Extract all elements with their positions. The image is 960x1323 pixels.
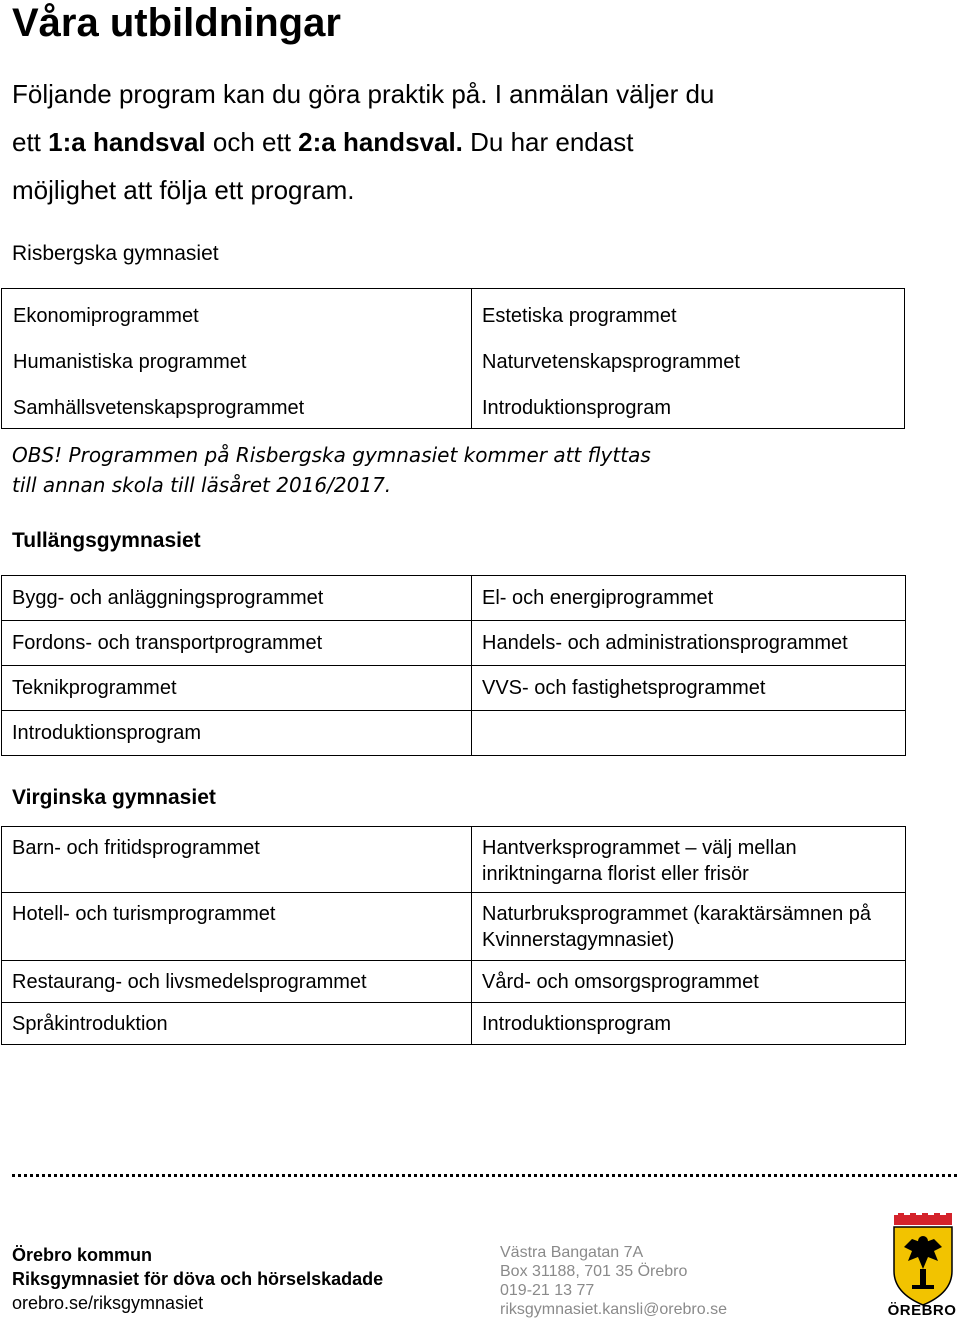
- table-row: [2, 827, 906, 893]
- page-title: Våra utbildningar: [12, 1, 341, 45]
- program-cell: Bygg- och anläggningsprogrammet: [2, 576, 472, 621]
- school-heading-risbergska: Risbergska gymnasiet: [12, 242, 219, 265]
- footer-divider: [12, 1174, 957, 1177]
- table-row: [2, 666, 906, 711]
- program-item: Humanistiska programmet: [13, 351, 247, 373]
- program-cell: Barn- och fritidsprogrammet: [2, 827, 472, 893]
- footer-org: Örebro kommun: [12, 1245, 153, 1265]
- program-item: Naturvetenskapsprogrammet: [482, 351, 740, 373]
- program-table-virginska: [1, 826, 906, 1045]
- footer-phone: 019-21 13 77: [500, 1282, 595, 1299]
- footer-address: Västra Bangatan 7A: [500, 1244, 644, 1261]
- program-table-risbergska: [1, 288, 905, 429]
- program-cell: Fordons- och transportprogrammet: [2, 621, 472, 666]
- program-column-left: [13, 293, 304, 431]
- program-cell: El- och energiprogrammet: [472, 576, 906, 621]
- table-row: [2, 893, 906, 961]
- table-divider: [471, 289, 472, 428]
- intro-text-2: och ett: [205, 127, 299, 157]
- program-cell: Introduktionsprogram: [472, 1003, 906, 1045]
- program-cell: Vård- och omsorgsprogrammet: [472, 961, 906, 1003]
- program-cell: Handels- och administrationsprogrammet: [472, 621, 906, 666]
- program-table-tullang: [1, 575, 906, 756]
- table-row: [2, 576, 906, 621]
- school-heading-tullang: Tullängsgymnasiet: [12, 529, 201, 552]
- table-row: [2, 961, 906, 1003]
- footer-web-link[interactable]: orebro.se/riksgymnasiet: [12, 1293, 204, 1313]
- table-row: [2, 711, 906, 756]
- program-cell: Hantverksprogrammet – välj mellan inriktningarna florist eller frisör: [472, 827, 906, 893]
- program-item: Ekonomiprogrammet: [13, 305, 199, 327]
- intro-text-3: Du har endast möjlighet att följa ett program.: [12, 127, 634, 205]
- program-item: Introduktionsprogram: [482, 397, 671, 419]
- program-column-right: [482, 293, 740, 431]
- intro-choice-1: 1:a handsval: [48, 127, 206, 157]
- logo-caption: ÖREBRO: [887, 1302, 957, 1319]
- footer-school: Riksgymnasiet för döva och hörselskadade: [12, 1269, 384, 1289]
- program-cell: [472, 711, 906, 756]
- program-cell: Teknikprogrammet: [2, 666, 472, 711]
- intro-choice-2: 2:a handsval.: [298, 127, 463, 157]
- relocation-note: [12, 440, 712, 500]
- program-item: Samhällsvetenskapsprogrammet: [13, 397, 305, 419]
- program-cell: Naturbruksprogrammet (karaktärsämnen på Kvinnerstagymnasiet): [472, 893, 906, 961]
- program-item: Estetiska programmet: [482, 305, 677, 327]
- footer-org-block: [12, 1243, 432, 1315]
- program-cell: VVS- och fastighetsprogrammet: [472, 666, 906, 711]
- program-cell: Restaurang- och livsmedelsprogrammet: [2, 961, 472, 1003]
- note-line-2: till annan skola till läsåret 2016/2017.: [12, 473, 392, 497]
- school-heading-virginska: Virginska gymnasiet: [12, 786, 216, 809]
- program-cell: Introduktionsprogram: [2, 711, 472, 756]
- footer-contact-block: [500, 1243, 800, 1319]
- program-cell: Språkintroduktion: [2, 1003, 472, 1045]
- note-line-1: OBS! Programmen på Risbergska gymnasiet kommer att flyttas: [12, 443, 651, 467]
- intro-text-1: Följande program kan du göra praktik på. I anmälan väljer du ett: [12, 79, 715, 157]
- footer-postbox: Box 31188, 701 35 Örebro: [500, 1263, 688, 1280]
- footer-email-link[interactable]: riksgymnasiet.kansli@orebro.se: [500, 1301, 727, 1318]
- table-row: [2, 621, 906, 666]
- intro-paragraph: [12, 70, 732, 214]
- table-row: [2, 1003, 906, 1045]
- program-cell: Hotell- och turismprogrammet: [2, 893, 472, 961]
